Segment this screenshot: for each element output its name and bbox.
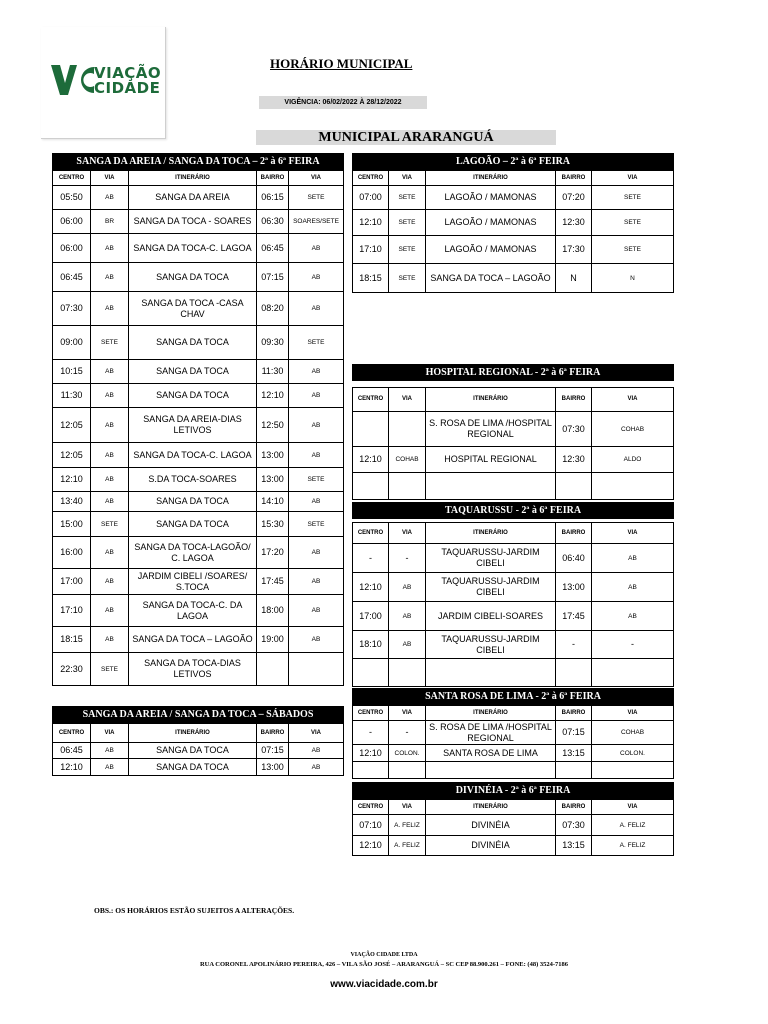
table-cell: N	[592, 264, 674, 293]
table-cell: AB	[91, 234, 129, 263]
table-cell: AB	[592, 573, 674, 602]
table-cell	[426, 659, 556, 687]
column-header: VIA	[389, 387, 426, 412]
table-cell: 07:00	[352, 186, 389, 210]
table-cell: SANGA DA AREIA	[129, 186, 257, 210]
table-cell: AB	[289, 627, 344, 653]
table-cell: AB	[91, 569, 129, 595]
table-cell: SANGA DA TOCA-C. LAGOA	[129, 443, 257, 468]
table-cell: SETE	[592, 236, 674, 264]
table-cell: A. FELIZ	[389, 836, 426, 856]
table-cell: -	[556, 631, 592, 659]
table-cell: AB	[289, 408, 344, 443]
column-header: VIA	[289, 723, 344, 743]
column-header: BAIRRO	[257, 170, 289, 186]
table-cell: SETE	[389, 236, 426, 264]
table-cell: AB	[91, 408, 129, 443]
table-cell: AB	[91, 186, 129, 210]
table-cell: -	[389, 544, 426, 573]
table-cell: LAGOÃO / MAMONAS	[426, 186, 556, 210]
column-header: VIA	[592, 799, 674, 815]
table-cell	[389, 659, 426, 687]
table-cell: 06:15	[257, 186, 289, 210]
table-cell: 12:05	[52, 408, 91, 443]
table-cell: 13:00	[257, 468, 289, 492]
table-cell: 17:10	[352, 236, 389, 264]
column-header: VIA	[389, 799, 426, 815]
table-cell: AB	[91, 743, 129, 759]
column-header: ITINERÁRIO	[426, 522, 556, 544]
table-cell: 06:45	[52, 743, 91, 759]
table-cell: 18:10	[352, 631, 389, 659]
table-cell: AB	[289, 292, 344, 326]
table-cell: 06:40	[556, 544, 592, 573]
table-cell: JARDIM CIBELI /SOARES/ S.TOCA	[129, 569, 257, 595]
table-cell	[592, 473, 674, 500]
table-cell: 17:45	[556, 602, 592, 631]
table-cell: 12:05	[52, 443, 91, 468]
table-cell: 17:10	[52, 595, 91, 627]
table-cell: SETE	[389, 210, 426, 236]
table-cell: 22:30	[52, 653, 91, 686]
table-title: SANGA DA AREIA / SANGA DA TOCA – 2ª à 6ª FEIRA	[52, 153, 344, 170]
table-cell: 13:15	[556, 745, 592, 762]
table-cell: AB	[91, 263, 129, 292]
table-cell: -	[352, 721, 389, 745]
table-cell: 13:00	[257, 443, 289, 468]
table-cell: 13:15	[556, 836, 592, 856]
column-header: VIA	[289, 170, 344, 186]
table-cell: TAQUARUSSU-JARDIM CIBELI	[426, 631, 556, 659]
table-cell: DIVINÉIA	[426, 836, 556, 856]
table-cell: AB	[592, 602, 674, 631]
table-cell: DIVINÉIA	[426, 815, 556, 836]
table-cell: 15:30	[257, 512, 289, 537]
table-cell	[426, 762, 556, 779]
column-header: VIA	[592, 522, 674, 544]
table-cell: 12:30	[556, 210, 592, 236]
table-cell: 12:10	[352, 447, 389, 473]
column-header: CENTRO	[352, 799, 389, 815]
table-cell: AB	[289, 537, 344, 569]
table-cell: -	[352, 544, 389, 573]
table-cell: AB	[91, 492, 129, 512]
column-header: BAIRRO	[556, 387, 592, 412]
column-header: BAIRRO	[556, 170, 592, 186]
company-name	[94, 66, 161, 96]
table-cell: AB	[91, 595, 129, 627]
table-cell: SETE	[91, 512, 129, 537]
table-cell: 17:30	[556, 236, 592, 264]
table-cell: 10:15	[52, 360, 91, 384]
table-santa-rosa-de-lima	[352, 688, 674, 779]
table-cell	[389, 412, 426, 447]
table-cell: COLON.	[389, 745, 426, 762]
table-cell: -	[592, 631, 674, 659]
footer-company: VIAÇÃO CIDADE LTDA	[350, 952, 418, 958]
table-cell: 12:10	[52, 759, 91, 776]
column-header: ITINERÁRIO	[129, 723, 257, 743]
table-cell: LAGOÃO / MAMONAS	[426, 236, 556, 264]
table-cell: 12:10	[52, 468, 91, 492]
viacao-cidade-logo-icon	[51, 65, 95, 95]
table-cell: 16:00	[52, 537, 91, 569]
table-cell: SANGA DA TOCA	[129, 263, 257, 292]
table-cell	[352, 473, 389, 500]
table-cell: 17:00	[352, 602, 389, 631]
table-cell: AB	[289, 759, 344, 776]
table-cell: AB	[592, 544, 674, 573]
column-header: CENTRO	[52, 170, 91, 186]
table-cell: 18:15	[352, 264, 389, 293]
table-cell: 06:00	[52, 234, 91, 263]
table-cell: AB	[91, 384, 129, 408]
table-cell	[556, 473, 592, 500]
table-cell: AB	[289, 384, 344, 408]
table-hospital-regional	[352, 364, 674, 500]
table-cell: 13:00	[257, 759, 289, 776]
table-cell: COHAB	[592, 412, 674, 447]
column-header: ITINERÁRIO	[426, 799, 556, 815]
table-cell	[352, 762, 389, 779]
column-header: CENTRO	[352, 387, 389, 412]
table-cell: 12:10	[352, 210, 389, 236]
table-cell	[556, 659, 592, 687]
table-cell: 12:10	[352, 573, 389, 602]
table-cell: 11:30	[52, 384, 91, 408]
table-cell: S. ROSA DE LIMA /HOSPITAL REGIONAL	[426, 721, 556, 745]
column-header: VIA	[389, 522, 426, 544]
table-cell: 15:00	[52, 512, 91, 537]
column-header: VIA	[91, 723, 129, 743]
table-cell: SANGA DA TOCA	[129, 492, 257, 512]
table-cell: SETE	[91, 326, 129, 360]
table-cell: 07:20	[556, 186, 592, 210]
table-cell: SANGA DA TOCA	[129, 360, 257, 384]
column-header: ITINERÁRIO	[426, 170, 556, 186]
table-cell: AB	[289, 492, 344, 512]
table-cell: SETE	[289, 186, 344, 210]
page-title: HORÁRIO MUNICIPAL	[270, 56, 413, 71]
table-cell: -	[389, 721, 426, 745]
table-cell: AB	[91, 537, 129, 569]
table-cell: HOSPITAL REGIONAL	[426, 447, 556, 473]
table-cell: SANGA DA TOCA-C. LAGOA	[129, 234, 257, 263]
table-cell: ALDO	[592, 447, 674, 473]
table-cell: A. FELIZ	[592, 815, 674, 836]
company-logo	[41, 27, 166, 139]
municipality-title: MUNICIPAL ARARANGUÁ	[256, 130, 556, 145]
table-cell	[257, 653, 289, 686]
table-cell: 17:00	[52, 569, 91, 595]
observation-note: OBS.: OS HORÁRIOS ESTÃO SUJEITOS A ALTERAÇÕES.	[94, 906, 295, 915]
table-cell: SETE	[289, 512, 344, 537]
table-cell: TAQUARUSSU-JARDIM CIBELI	[426, 544, 556, 573]
table-cell: SETE	[289, 326, 344, 360]
table-cell: 06:30	[257, 210, 289, 234]
table-cell: 18:15	[52, 627, 91, 653]
column-header: CENTRO	[352, 170, 389, 186]
table-cell: LAGOÃO / MAMONAS	[426, 210, 556, 236]
table-cell	[352, 412, 389, 447]
table-cell: 07:10	[352, 815, 389, 836]
table-title: TAQUARUSSU - 2ª à 6ª FEIRA	[352, 502, 674, 519]
table-cell: 07:30	[52, 292, 91, 326]
table-cell: 09:30	[257, 326, 289, 360]
table-cell: SANGA DA TOCA	[129, 759, 257, 776]
column-header: BAIRRO	[257, 723, 289, 743]
table-cell: SANGA DA AREIA-DIAS LETIVOS	[129, 408, 257, 443]
table-cell: SANGA DA TOCA-DIAS LETIVOS	[129, 653, 257, 686]
table-cell: 18:00	[257, 595, 289, 627]
column-header: BAIRRO	[556, 522, 592, 544]
table-cell: AB	[289, 569, 344, 595]
column-header: BAIRRO	[556, 799, 592, 815]
table-cell: SETE	[592, 210, 674, 236]
table-cell	[592, 762, 674, 779]
table-cell: 12:10	[352, 745, 389, 762]
table-title: LAGOÃO – 2ª à 6ª FEIRA	[352, 153, 674, 170]
table-cell: 06:00	[52, 210, 91, 234]
table-cell: SOARES/SETE	[289, 210, 344, 234]
column-header: VIA	[592, 705, 674, 721]
table-cell: A. FELIZ	[389, 815, 426, 836]
table-cell	[289, 653, 344, 686]
table-cell: 06:45	[257, 234, 289, 263]
table-cell: 12:30	[556, 447, 592, 473]
table-cell: SETE	[289, 468, 344, 492]
table-cell: 07:15	[257, 263, 289, 292]
table-cell: AB	[91, 292, 129, 326]
table-cell: SANGA DA TOCA	[129, 384, 257, 408]
column-header: CENTRO	[352, 522, 389, 544]
column-header: ITINERÁRIO	[129, 170, 257, 186]
footer-address: RUA CORONEL APOLINÁRIO PEREIRA, 426 – VILA SÃO JOSÉ – ARARANGUÁ – SC CEP 88.900.261 – FONE: (48) 3524-7186	[199, 961, 569, 968]
table-sanga-sabados	[52, 706, 344, 776]
table-cell: 17:20	[257, 537, 289, 569]
column-header: CENTRO	[52, 723, 91, 743]
table-lagoao	[352, 153, 674, 293]
table-cell: 12:10	[352, 836, 389, 856]
table-cell: N	[556, 264, 592, 293]
column-header: BAIRRO	[556, 705, 592, 721]
column-header: ITINERÁRIO	[426, 705, 556, 721]
table-cell: S.DA TOCA-SOARES	[129, 468, 257, 492]
table-cell: 12:10	[257, 384, 289, 408]
table-cell: 12:50	[257, 408, 289, 443]
table-cell: 07:30	[556, 412, 592, 447]
column-header: VIA	[592, 387, 674, 412]
table-cell: JARDIM CIBELI-SOARES	[426, 602, 556, 631]
table-cell: TAQUARUSSU-JARDIM CIBELI	[426, 573, 556, 602]
company-name-line1: VIAÇÃO	[94, 64, 162, 82]
table-cell: AB	[389, 573, 426, 602]
column-header: ITINERÁRIO	[426, 387, 556, 412]
table-cell: BR	[91, 210, 129, 234]
table-cell: AB	[289, 595, 344, 627]
table-cell: AB	[91, 759, 129, 776]
column-header: VIA	[592, 170, 674, 186]
table-cell: AB	[389, 602, 426, 631]
footer-website: www.viacidade.com.br	[330, 979, 438, 990]
table-cell: 07:30	[556, 815, 592, 836]
table-cell: 09:00	[52, 326, 91, 360]
table-cell: 14:10	[257, 492, 289, 512]
column-header: CENTRO	[352, 705, 389, 721]
column-header: VIA	[389, 170, 426, 186]
table-cell: SANGA DA TOCA – LAGOÃO	[129, 627, 257, 653]
table-cell: A. FELIZ	[592, 836, 674, 856]
table-cell: 19:00	[257, 627, 289, 653]
table-title: HOSPITAL REGIONAL - 2ª à 6ª FEIRA	[352, 364, 674, 381]
table-cell: AB	[91, 468, 129, 492]
table-cell: SETE	[389, 186, 426, 210]
table-cell: SETE	[389, 264, 426, 293]
table-cell: AB	[289, 234, 344, 263]
table-title: SANGA DA AREIA / SANGA DA TOCA – SÁBADOS	[52, 706, 344, 723]
table-cell: AB	[289, 360, 344, 384]
table-cell	[426, 473, 556, 500]
table-cell: AB	[289, 263, 344, 292]
table-cell: 11:30	[257, 360, 289, 384]
table-title: SANTA ROSA DE LIMA - 2ª à 6ª FEIRA	[352, 688, 674, 705]
table-cell	[592, 659, 674, 687]
table-cell: SANGA DA TOCA-C. DA LAGOA	[129, 595, 257, 627]
company-name-line2: CIDADE	[94, 79, 161, 97]
table-cell: 17:45	[257, 569, 289, 595]
table-cell: 13:40	[52, 492, 91, 512]
table-divineia	[352, 782, 674, 856]
table-cell: SANGA DA TOCA	[129, 326, 257, 360]
table-cell: COLON.	[592, 745, 674, 762]
table-cell: SANGA DA TOCA	[129, 512, 257, 537]
table-cell: SANTA ROSA DE LIMA	[426, 745, 556, 762]
table-cell: S. ROSA DE LIMA /HOSPITAL REGIONAL	[426, 412, 556, 447]
table-cell: 06:45	[52, 263, 91, 292]
table-cell: AB	[289, 443, 344, 468]
table-cell: AB	[91, 360, 129, 384]
table-cell	[389, 473, 426, 500]
table-cell: AB	[91, 627, 129, 653]
table-taquarussu	[352, 502, 674, 687]
table-cell: SANGA DA TOCA-LAGOÃO/ C. LAGOA	[129, 537, 257, 569]
table-cell: 07:15	[556, 721, 592, 745]
column-header: VIA	[389, 705, 426, 721]
table-title: DIVINÉIA - 2ª à 6ª FEIRA	[352, 782, 674, 799]
column-header: VIA	[91, 170, 129, 186]
table-cell: SANGA DA TOCA -CASA CHAV	[129, 292, 257, 326]
table-cell: 13:00	[556, 573, 592, 602]
validity-period: VIGÊNCIA: 06/02/2022 À 28/12/2022	[259, 96, 427, 109]
table-cell	[352, 659, 389, 687]
table-cell: 05:50	[52, 186, 91, 210]
table-cell: COHAB	[592, 721, 674, 745]
table-cell	[389, 762, 426, 779]
table-cell: SETE	[91, 653, 129, 686]
table-sanga-semana	[52, 153, 344, 686]
table-cell: AB	[289, 743, 344, 759]
table-cell: SANGA DA TOCA	[129, 743, 257, 759]
table-cell: 08:20	[257, 292, 289, 326]
table-cell	[556, 762, 592, 779]
table-cell: SETE	[592, 186, 674, 210]
table-cell: SANGA DA TOCA - SOARES	[129, 210, 257, 234]
table-cell: 07:15	[257, 743, 289, 759]
table-cell: SANGA DA TOCA – LAGOÃO	[426, 264, 556, 293]
table-cell: COHAB	[389, 447, 426, 473]
table-cell: AB	[91, 443, 129, 468]
table-cell: AB	[389, 631, 426, 659]
